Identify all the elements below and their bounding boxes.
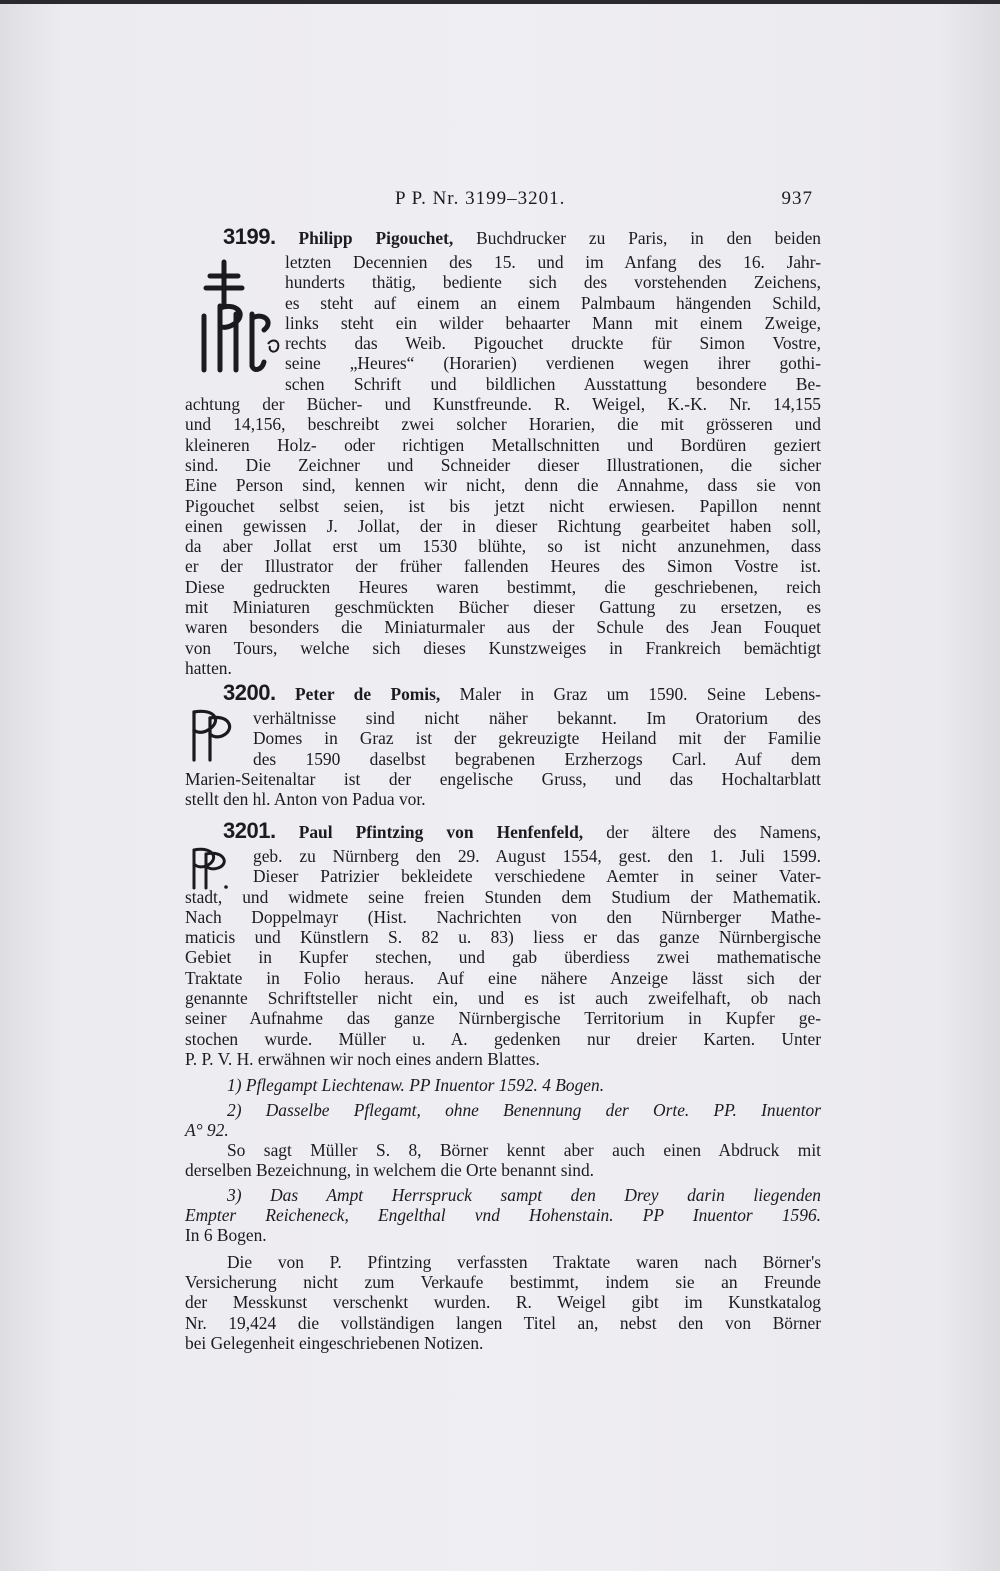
entry-line: und 14,156, beschreibt zwei solcher Horarien, die mit grösseren und — [185, 414, 821, 435]
item-line: der Messkunst verschenkt wurden. R. Weigel gibt im Kunstkatalog — [185, 1292, 821, 1313]
entry-line: da aber Jollat erst um 1530 blühte, so ist nicht anzunehmen, dass — [185, 536, 821, 557]
entry-line: schen Schrift und bildlichen Ausstattung besondere Be- — [285, 373, 821, 394]
entry-line: von Tours, welche sich dieses Kunstzweiges in Frankreich bemächtigt — [185, 637, 821, 658]
entry-line: seine „Heures“ (Horarien) verdienen wegen ihrer gothi- — [285, 353, 821, 374]
entry-line: es steht auf einem an einem Palmbaum hängenden Schild, — [285, 292, 821, 313]
entry-3200 — [185, 680, 821, 810]
entry-line: Nach Doppelmayr (Hist. Nachrichten von den Nürnberger Mathe- — [185, 906, 821, 927]
entry-line: er der Illustrator der früher fallenden Heures des Simon Vostre ist. — [185, 556, 821, 577]
item-line: bei Gelegenheit eingeschriebenen Notizen. — [185, 1332, 484, 1353]
item-line: 1) Pflegampt Liechtenaw. PP Inuentor 1592. 4 Bogen. — [227, 1075, 605, 1096]
entry-line: Traktate in Folio heraus. Auf eine nähere Anzeige lässt sich der — [185, 967, 821, 988]
item-line: Empter Reicheneck, Engelthal vnd Hohenstain. PP Inuentor 1596. — [185, 1205, 821, 1226]
entry-name: Peter de Pomis, — [294, 684, 441, 704]
scan-edge — [0, 0, 1000, 4]
entry-line: stochen wurde. Müller u. A. gedenken nur dreier Karten. Unter — [185, 1028, 821, 1049]
entry-line: kleineren Holz- oder richtigen Metallschnitten und Bordüren geziert — [185, 434, 821, 455]
entry-line: des 1590 daselbst begrabenen Erzherzogs Carl. Auf dem — [253, 748, 821, 769]
entry-line: verhältnisse sind nicht näher bekannt. Im Oratorium des — [253, 708, 821, 728]
entry-line: Buchdrucker zu Paris, in den beiden — [476, 228, 821, 248]
item-line: Versicherung nicht zum Verkaufe bestimmt, indem sie an Freunde — [185, 1271, 821, 1292]
entry-name: Paul Pfintzing von Henfenfeld, — [298, 822, 584, 842]
entry-line: Marien-Seitenaltar ist der engelische Gruss, und das Hochaltarblatt — [185, 768, 821, 789]
item-line: Die von P. Pfintzing verfassten Traktate waren nach Börner's — [227, 1251, 821, 1272]
entry-number: 3200. — [223, 680, 276, 705]
page-number: 937 — [781, 188, 813, 209]
entry-line: Gebiet in Kupfer stechen, und gab überdiess zwei mathematische — [185, 947, 821, 968]
entry-line: sind. Die Zeichner und Schneider dieser Illustrationen, die sicher — [185, 454, 821, 475]
entry-number: 3199. — [223, 224, 276, 249]
entry-line: letzten Decennien des 15. und im Anfang des 16. Jahr- — [285, 252, 821, 272]
item-line: So sagt Müller S. 8, Börner kennt aber auch einen Abdruck mit — [227, 1140, 821, 1161]
entry-line: geb. zu Nürnberg den 29. August 1554, gest. den 1. Juli 1599. — [253, 846, 821, 866]
entry-line: hunderts thätig, bediente sich des vorstehenden Zeichens, — [285, 272, 821, 293]
entry-line: mit Miniaturen geschmückten Bücher dieser Gattung zu ersetzen, es — [185, 597, 821, 618]
entry-line: rechts das Weib. Pigouchet druckte für Simon Vostre, — [285, 333, 821, 354]
entry-line: waren besonders die Miniaturmaler aus der Schule des Jean Fouquet — [185, 617, 821, 638]
entry-line: stadt, und widmete seine freien Stunden dem Studium der Mathematik. — [185, 886, 821, 907]
entry-line: einen gewissen J. Jollat, der in dieser Richtung gearbeitet haben soll, — [185, 515, 821, 536]
entry-line: genannte Schriftsteller nicht ein, und es ist auch zweifelhaft, ob nach — [185, 988, 821, 1009]
entry-line: seiner Aufnahme das ganze Nürnbergische Territorium in Kupfer ge- — [185, 1008, 821, 1029]
entry-line: hatten. — [185, 657, 232, 678]
entry-line: Eine Person sind, kennen wir nicht, denn die Annahme, dass sie von — [185, 475, 821, 496]
entry-3201 — [185, 818, 821, 1353]
entry-number: 3201. — [223, 818, 276, 843]
entry-line: maticis und Künstlern S. 82 u. 83) liess er das ganze Nürnbergische — [185, 927, 821, 948]
entry-line: stellt den hl. Anton von Padua vor. — [185, 789, 426, 810]
entry-line: Domes in Graz ist der gekreuzigte Heiland mit der Familie — [253, 728, 821, 749]
item-line: 2) Dasselbe Pflegamt, ohne Benennung der Orte. PP. Inuentor — [227, 1099, 821, 1120]
entry-line: P. P. V. H. erwähnen wir noch eines andern Blattes. — [185, 1048, 540, 1069]
entry-line: links steht ein wilder behaarter Mann mit einem Zweige, — [285, 312, 821, 333]
running-header — [185, 188, 821, 214]
item-line: Nr. 19,424 die vollständigen langen Titel an, nebst den von Börner — [185, 1312, 821, 1333]
entry-line: achtung der Bücher- und Kunstfreunde. R. Weigel, K.-K. Nr. 14,155 — [185, 394, 821, 415]
entry-3199 — [185, 224, 821, 678]
item-line: 3) Das Ampt Herrspruck sampt den Drey darin liegenden — [227, 1184, 821, 1205]
entry-line: Dieser Patrizier bekleidete verschiedene Aemter in seiner Vater- — [253, 866, 821, 887]
item-line: A° 92. — [185, 1119, 229, 1140]
item-line: derselben Bezeichnung, in welchem die Orte benannt sind. — [185, 1160, 595, 1181]
entry-name: Philipp Pigouchet, — [298, 228, 454, 248]
entry-line: Diese gedruckten Heures waren bestimmt, die geschriebenen, reich — [185, 576, 821, 597]
entry-line: Maler in Graz um 1590. Seine Lebens- — [459, 684, 821, 704]
entry-line: Pigouchet selbst seien, ist bis jetzt nicht erwiesen. Papillon nennt — [185, 495, 821, 516]
item-line: In 6 Bogen. — [185, 1225, 267, 1246]
entry-line: der ältere des Namens, — [606, 822, 821, 842]
header-title: P P. Nr. 3199–3201. — [395, 188, 566, 209]
